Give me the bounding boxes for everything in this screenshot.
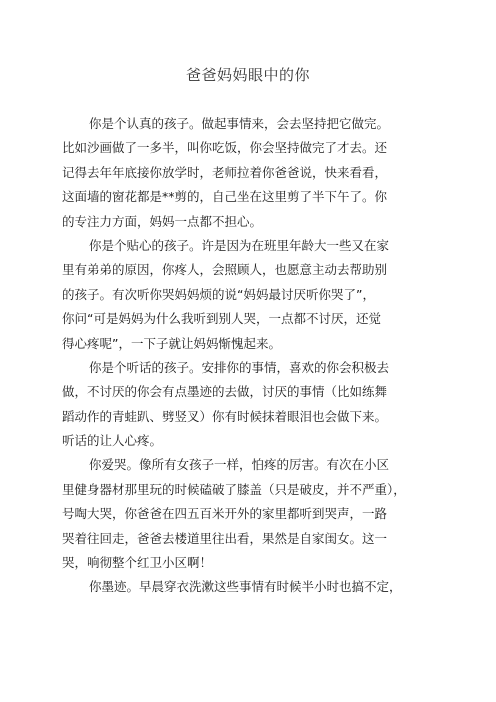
paragraph-line: 你问“可是妈妈为什么我听到别人哭，一点都不讨厌，还觉 [62,311,381,327]
paragraph-line: 的孩子。有次听你哭妈妈烦的说“妈妈最讨厌听你哭了”， [62,286,375,302]
paragraph-line: 做，不讨厌的你会有点墨迹的去做，讨厌的事情（比如练舞 [62,384,388,400]
body-text [62,112,434,600]
paragraph-line: 蹈动作的青蛙趴、劈竖叉）你有时候抹着眼泪也会做下来。 [62,408,388,424]
paragraph-line: 你是个听话的孩子。安排你的事情，喜欢的你会积极去 [89,359,390,375]
paragraph-line: 里健身器材那里玩的时候磕破了膝盖（只是破皮，并不严重）， [62,481,406,497]
paragraph-line: 哭，响彻整个红卫小区啊！ [62,555,213,571]
paragraph-line: 号啕大哭，你爸爸在四五百米开外的家里都听到哭声，一路 [62,506,388,522]
paragraph-line: 你爱哭。像所有女孩子一样，怕疼的厉害。有次在小区 [89,457,390,473]
paragraph-line: 你是个贴心的孩子。许是因为在班里年龄大一些又在家 [89,237,390,253]
paragraph-line: 得心疼呢”，一下子就让妈妈惭愧起来。 [62,335,281,351]
paragraph-line: 你墨迹。早晨穿衣洗漱这些事情有时候半小时也搞不定， [89,579,402,595]
paragraph-line: 你是个认真的孩子。做起事情来，会去坚持把它做完。 [89,116,390,131]
paragraph-line: 里有弟弟的原因，你疼人，会照顾人，也愿意主动去帮助别 [62,262,388,278]
page-title: 爸爸妈妈眼中的你 [185,66,310,84]
paragraph-line: 听话的让人心疼。 [62,433,163,449]
paragraph-line: 的专注力方面，妈妈一点都不担心。 [62,213,263,229]
paragraph-line: 哭着往回走，爸爸去楼道里往出看，果然是自家闺女。这一 [62,530,388,546]
paragraph-line: 这面墙的窗花都是**剪的，自己坐在这里剪了半下午了。你 [62,189,388,205]
paragraph-line: 比如沙画做了一多半，叫你吃饭，你会坚持做完了才去。还 [62,140,388,156]
paragraph-line: 记得去年年底接你放学时，老师拉着你爸爸说，快来看看， [62,164,388,180]
